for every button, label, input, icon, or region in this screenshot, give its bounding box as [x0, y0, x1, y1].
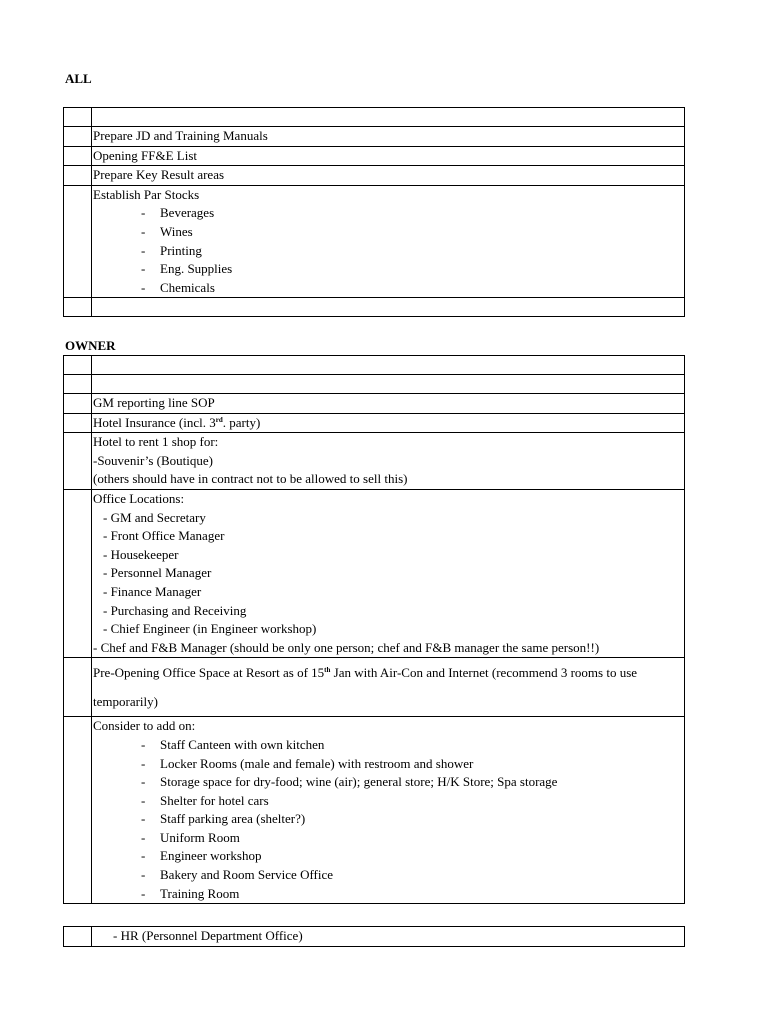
list-item: - Front Office Manager: [103, 528, 225, 544]
list-item: - Chief Engineer (in Engineer workshop): [103, 621, 317, 637]
list-item: - Eng. Supplies: [141, 261, 233, 277]
section-heading-all: ALL: [65, 71, 92, 86]
list-item: - Printing: [141, 242, 202, 258]
list-item: - Finance Manager: [103, 583, 202, 599]
list-item: - Training Room: [141, 885, 240, 901]
list-item: - Locker Rooms (male and female) with restroom and shower: [141, 755, 474, 771]
list-item: - Personnel Manager: [103, 565, 212, 581]
office-locations-cell: Office Locations: - GM and Secretary - Front Office Manager - Housekeeper - Personnel Manager - Finance Manager - Purchasing and Receiving - Chief Engineer (in Engineer workshop) - Chef and F&B Manager (should be only one person; chef and F&B manager the same person!!): [92, 489, 685, 657]
preopening-cell: Pre-Opening Office Space at Resort as of 15th Jan with Air-Con and Internet (recommend 3 rooms to use temporarily): [92, 658, 685, 717]
list-item: - GM and Secretary: [103, 509, 206, 525]
list-item: - Staff parking area (shelter?): [141, 811, 306, 827]
list-item: - Uniform Room: [141, 829, 240, 845]
list-item: - Chef and F&B Manager (should be only one person; chef and F&B manager the same person!!): [93, 639, 600, 655]
list-item: - Purchasing and Receiving: [103, 602, 247, 618]
table-cell: - HR (Personnel Department Office): [92, 927, 685, 947]
consider-cell: Consider to add on: - Staff Canteen with own kitchen - Locker Rooms (male and female) with restroom and shower - Storage space for dry-food; wine (air); general store; H/K Store; Spa storage - Shelter for hotel cars - Staff parking area (shelter?) - Uniform Room - Engineer workshop - Bakery and Room Service Office - Training Room: [92, 717, 685, 904]
section-heading-owner: OWNER: [65, 338, 116, 353]
table-cell: Prepare Key Result areas: [92, 166, 685, 186]
insurance-cell: Hotel Insurance (incl. 3rd. party): [92, 413, 685, 433]
par-stocks-cell: Establish Par Stocks - Beverages - Wines - Printing - Eng. Supplies - Chemicals: [92, 185, 685, 298]
table-cell: Opening FF&E List: [92, 146, 685, 166]
list-item: - Beverages: [141, 205, 215, 221]
all-table: [63, 107, 685, 317]
list-item: - Engineer workshop: [141, 848, 262, 864]
hr-table: [63, 926, 685, 947]
shop-cell: Hotel to rent 1 shop for: -Souvenir’s (Boutique) (others should have in contract not to be allowed to sell this): [92, 433, 685, 490]
table-cell: GM reporting line SOP: [92, 394, 685, 414]
list-item: - Bakery and Room Service Office: [141, 867, 334, 883]
list-item: - Staff Canteen with own kitchen: [141, 736, 325, 752]
table-cell: Prepare JD and Training Manuals: [92, 127, 685, 147]
owner-table: [63, 355, 685, 904]
list-item: - Shelter for hotel cars: [141, 792, 269, 808]
list-item: - Storage space for dry-food; wine (air); general store; H/K Store; Spa storage: [141, 774, 558, 790]
list-item: - Housekeeper: [103, 546, 179, 562]
list-item: - Chemicals: [141, 279, 215, 295]
list-item: - Wines: [141, 223, 193, 239]
